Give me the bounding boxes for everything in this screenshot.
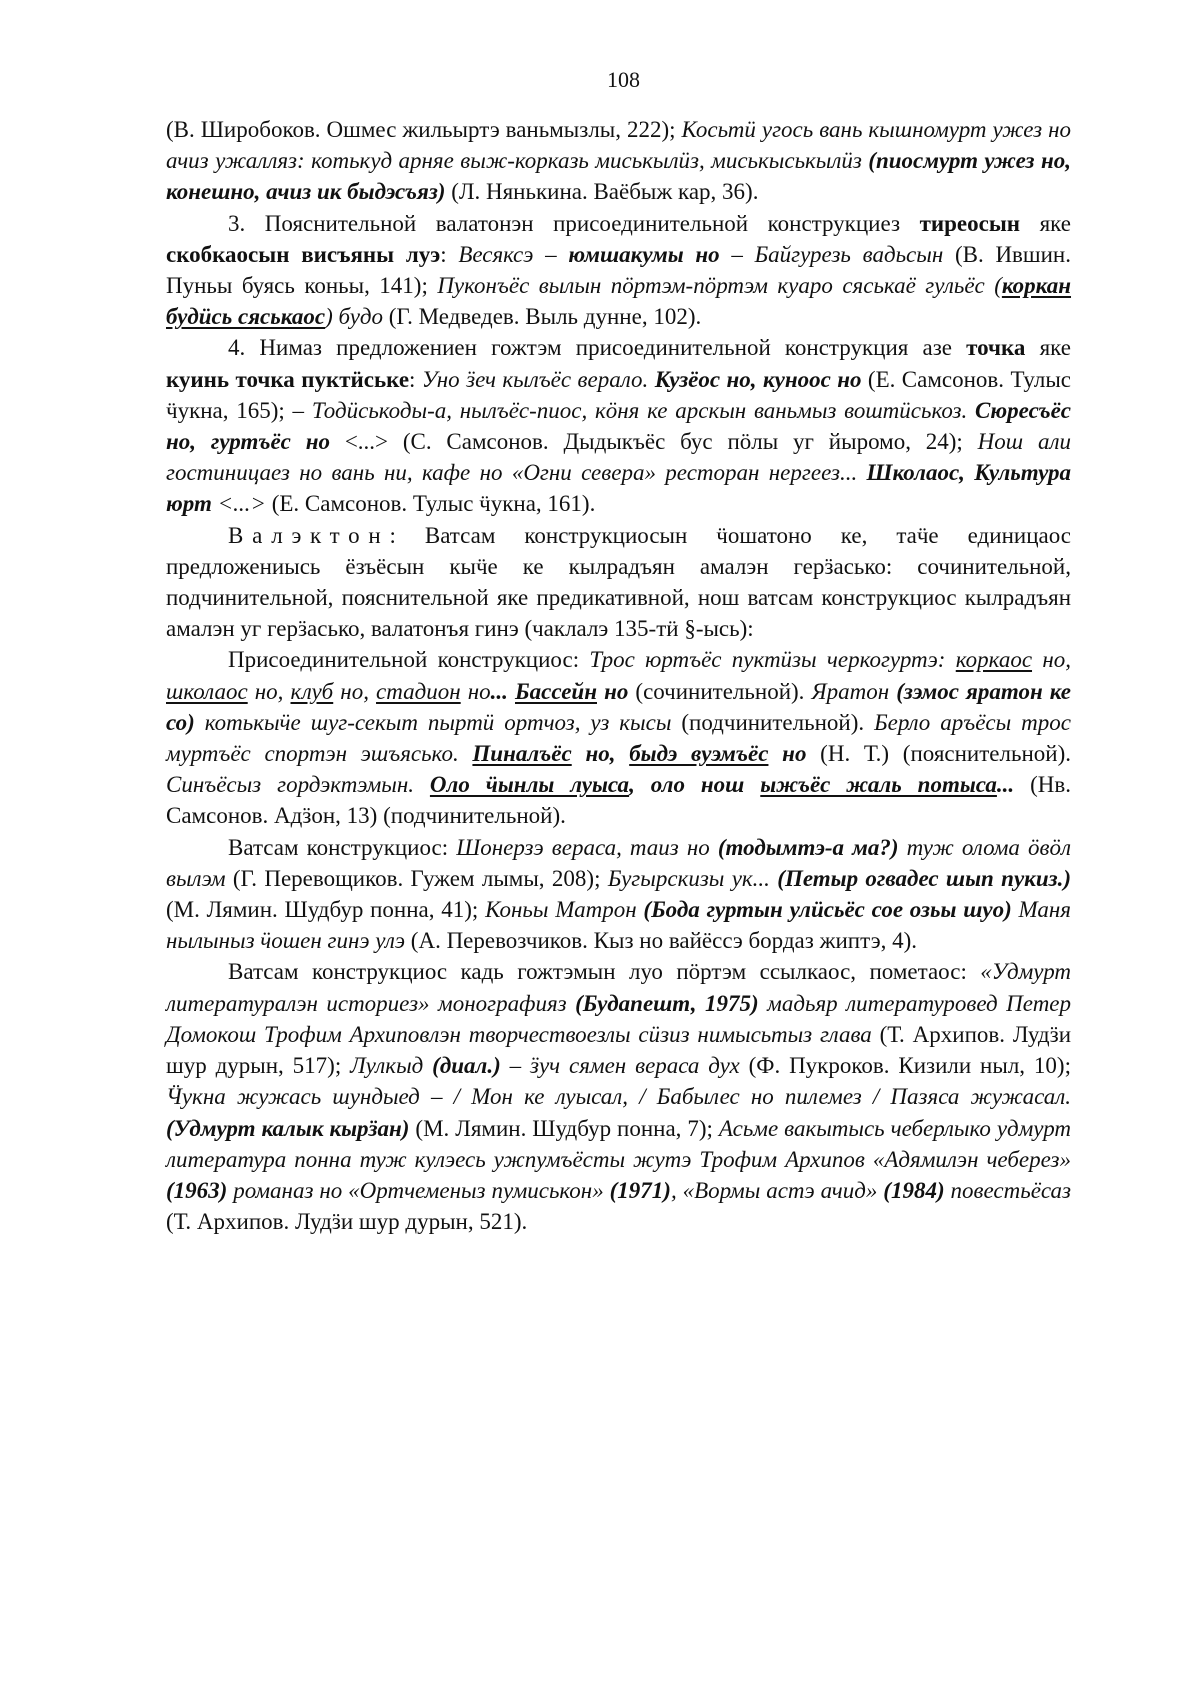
example-construction: ...	[490, 678, 515, 704]
example-text: Берло аръёсы трос муртъёс спортэн эшъясько.	[166, 709, 1071, 767]
example-text: Весяксэ –	[458, 241, 569, 267]
explanation-text: : Ватсам конструкциосын ӵошатоно ке, таӵе единицаос предложениысь ёзъёсын кыӵе ке кылрадъян амалэн герӟасько: сочинительной, подчинительной, пояснительной яке предикативной, нош ватсам конструкциос кылрадъян амалэн уг герӟасько, валатонъя гинэ (чаклалэ 135-тӥ §-ысь):	[166, 522, 1071, 642]
source-citation: (Ф. Пукроков. Кизили ныл, 10);	[739, 1053, 1071, 1079]
example-underlined: стадион	[376, 678, 461, 704]
example-construction: (1963)	[166, 1177, 228, 1203]
example-text: – ӟуч сямен вераса дух	[500, 1053, 740, 1079]
rule-text: 4. Нимаз предложениен гожтэм присоединительной конструкция азе	[228, 335, 967, 361]
paragraph-parenthetical-examples	[166, 832, 1071, 957]
example-construction: (1984)	[883, 1177, 945, 1203]
source-citation: (Т. Архипов. Лудӟи шур дурын, 521).	[166, 1209, 528, 1235]
source-citation: (А. Перевозчиков. Кыз но вайёссэ бордаз жиптэ, 4).	[405, 928, 918, 954]
source-citation: (В. Ившин. Пуньы буясь коньы, 141);	[166, 241, 1071, 299]
paragraph-attachment-examples	[166, 644, 1071, 831]
source-citation: (Г. Медведев. Выль дунне, 102).	[383, 304, 702, 330]
example-construction-underlined: Бассейн	[515, 678, 597, 704]
example-construction: (пиосмурт ужез но, конешно, ачиз ик быдэсъяз)	[166, 148, 1071, 205]
rule-term: скобкаосын висъяны луэ	[166, 241, 441, 267]
paragraph-reference-examples	[166, 956, 1071, 1237]
example-text: котькыӵе шуг-секыт пыртӥ ортчоз, уз кысы	[194, 709, 672, 735]
example-construction: (тодымтэ-а ма?)	[717, 834, 899, 860]
rule-term: куинь точка пуктӥське	[166, 366, 410, 392]
source-citation: (Л. Нянькина. Ваёбыж кар, 36).	[445, 179, 759, 205]
example-text: , «Вормы астэ ачид»	[670, 1177, 884, 1203]
example-construction: (диал.)	[432, 1053, 501, 1079]
example-construction: юмшакумы но	[568, 241, 720, 267]
example-construction: ...	[996, 772, 1015, 798]
example-construction: но	[597, 678, 629, 704]
example-construction: Сюресъёс но, гуртъёс но	[166, 397, 1072, 455]
example-text: Коньы Матрон	[485, 897, 644, 923]
example-text: Трос юртъёс пуктӥзы черкогуртэ:	[589, 647, 956, 673]
example-text: Пуконъёс вылын пöртэм-пöртэм куаро сяськаё гульёс (	[437, 273, 1002, 299]
example-construction: (Петыр огвадес шып пукиз.)	[777, 865, 1071, 891]
example-text: но	[460, 678, 491, 704]
source-citation: (Т. Архипов. Лудӟи шур дурын, 517);	[166, 1021, 1072, 1079]
rule-text: :	[440, 241, 459, 267]
example-text: повестьёсаз	[944, 1177, 1072, 1203]
example-construction-underlined: ыжъёс жаль потыса	[760, 772, 997, 798]
source-citation: (Нв. Самсонов. Адӟон, 13) (подчинительной).	[166, 772, 1071, 829]
source-citation: <...> (С. Самсонов. Дыдыкъёс бус пöлы уг йыромо, 24);	[329, 429, 978, 455]
source-citation: (В. Широбоков. Ошмес жильыртэ ваньмызлы, 222);	[166, 117, 682, 142]
example-construction-underlined: Пиналъёс	[472, 741, 572, 767]
document-page	[166, 64, 1071, 1664]
source-citation: (подчинительной).	[671, 709, 875, 735]
example-text: <...>	[211, 491, 266, 517]
example-text: Бугырскизы ук...	[607, 865, 778, 891]
example-construction: но	[768, 741, 807, 767]
source-citation: (Е. Самсонов. Тулыс ӵукна, 165); –	[166, 366, 1071, 423]
example-text: Синъёсыз гордэктэмын.	[166, 772, 430, 798]
example-construction: коркан будӥсь сяськаос	[166, 273, 1072, 330]
paragraph-explanation	[166, 520, 1071, 645]
example-construction-underlined: Оло ӵынлы луыса	[429, 772, 630, 798]
rule-term: тиреосын	[919, 210, 1021, 236]
example-text: мадьяр литературовед Петер Домокош Трофим Архиповлэн творчествоезлы сӥзиз нимысьтыз глава	[166, 990, 1072, 1047]
example-construction: (Удмурт калык кырӟан)	[166, 1115, 410, 1141]
page-number: 108	[607, 67, 640, 92]
example-construction: но,	[571, 741, 630, 767]
example-construction: , оло нош	[629, 772, 761, 798]
explanation-heading: Валэктон	[228, 522, 390, 548]
example-text: Шонерзэ вераса, таиз но	[456, 834, 718, 860]
example-underlined: коркаос	[955, 647, 1033, 673]
source-citation: (Н. Т.) (пояснительной).	[806, 741, 1071, 767]
example-text: Лулкыд	[350, 1053, 433, 1079]
example-construction: (зэмос яратон ке со)	[166, 678, 1071, 735]
rule-text: яке	[1025, 335, 1071, 361]
example-text: ) будо	[325, 304, 384, 330]
example-text: но,	[1032, 647, 1071, 673]
source-citation: (Е. Самсонов. Тулыс ӵукна, 161).	[265, 491, 596, 517]
example-text: «Удмурт литературалэн историез» монографияз	[166, 959, 1071, 1016]
paragraph-item-4	[166, 332, 1071, 519]
example-text: Косьтӥ угось вань кышномурт ужез но ачиз ужалляз: котькуд арняе выж-корказь миськылӥз, миськыськылӥз	[166, 117, 1071, 174]
source-citation: (М. Лямин. Шудбур понна, 41);	[166, 897, 486, 923]
example-text: но,	[333, 678, 377, 704]
example-construction-underlined: быдэ вуэмъёс	[629, 741, 769, 767]
example-construction: Школаос, Культура юрт	[166, 460, 1071, 517]
source-citation: (сочинительной).	[628, 678, 812, 704]
rule-text: яке	[1020, 210, 1071, 236]
example-text: Уно ӟеч кылъёс верало.	[421, 366, 655, 392]
rule-text: Присоединительной конструкциос:	[228, 647, 590, 673]
rule-text: Ватсам конструкциос:	[228, 834, 457, 860]
example-text: Яратон	[811, 678, 897, 704]
example-construction: (Будапешт, 1975)	[575, 990, 759, 1016]
example-text: Маня нылыныз ӵошен гинэ улэ	[166, 897, 1071, 954]
example-text: романаз но «Ортчеменыз пумиськон»	[227, 1177, 610, 1203]
example-underlined: клуб	[290, 678, 334, 704]
example-text: Асьме вакытысь чеберлыко удмурт литература понна туж кулэесь ужпумъёсты жутэ Трофим Архипов «Адямилэн чеберез»	[166, 1115, 1072, 1172]
rule-term: точка	[966, 335, 1026, 361]
example-text: но,	[247, 678, 291, 704]
paragraph-item-3	[166, 208, 1071, 333]
rule-text: Ватсам конструкциос кадь гожтэмын луо пöртэм ссылкаос, пометаос:	[228, 959, 981, 985]
example-text: туж олома öвöл вылэм	[166, 834, 1071, 891]
example-text: Ӵукна жужась шундыед – / Мон ке луысал, / Бабылес но пилемез / Пазяса жужасал.	[166, 1084, 1071, 1110]
example-construction: (Бода гуртын улӥсьёс сое озьы шуо)	[643, 897, 1012, 923]
source-citation: (М. Лямин. Шудбур понна, 7);	[409, 1115, 719, 1141]
example-text: Тодӥськоды-а, нылъёс-пиос, кöня ке арскын ваньмыз воштӥськоз.	[311, 397, 976, 423]
source-citation: (Г. Перевощиков. Гужем лымы, 208);	[225, 865, 608, 891]
paragraph-continuation	[166, 114, 1071, 208]
example-text: Нош али гостиницаез но вань ни, кафе но «Огни севера» ресторан нергеез...	[166, 429, 1071, 486]
example-underlined: школаос	[166, 678, 248, 704]
example-construction: Кузёос но, куноос но	[654, 366, 862, 392]
example-construction: (1971)	[609, 1177, 671, 1203]
example-text: – Байгурезь вадьсын	[719, 241, 944, 267]
rule-text: :	[409, 366, 422, 392]
rule-text: 3. Пояснительной валатонэн присоединительной конструкциез	[228, 210, 920, 236]
